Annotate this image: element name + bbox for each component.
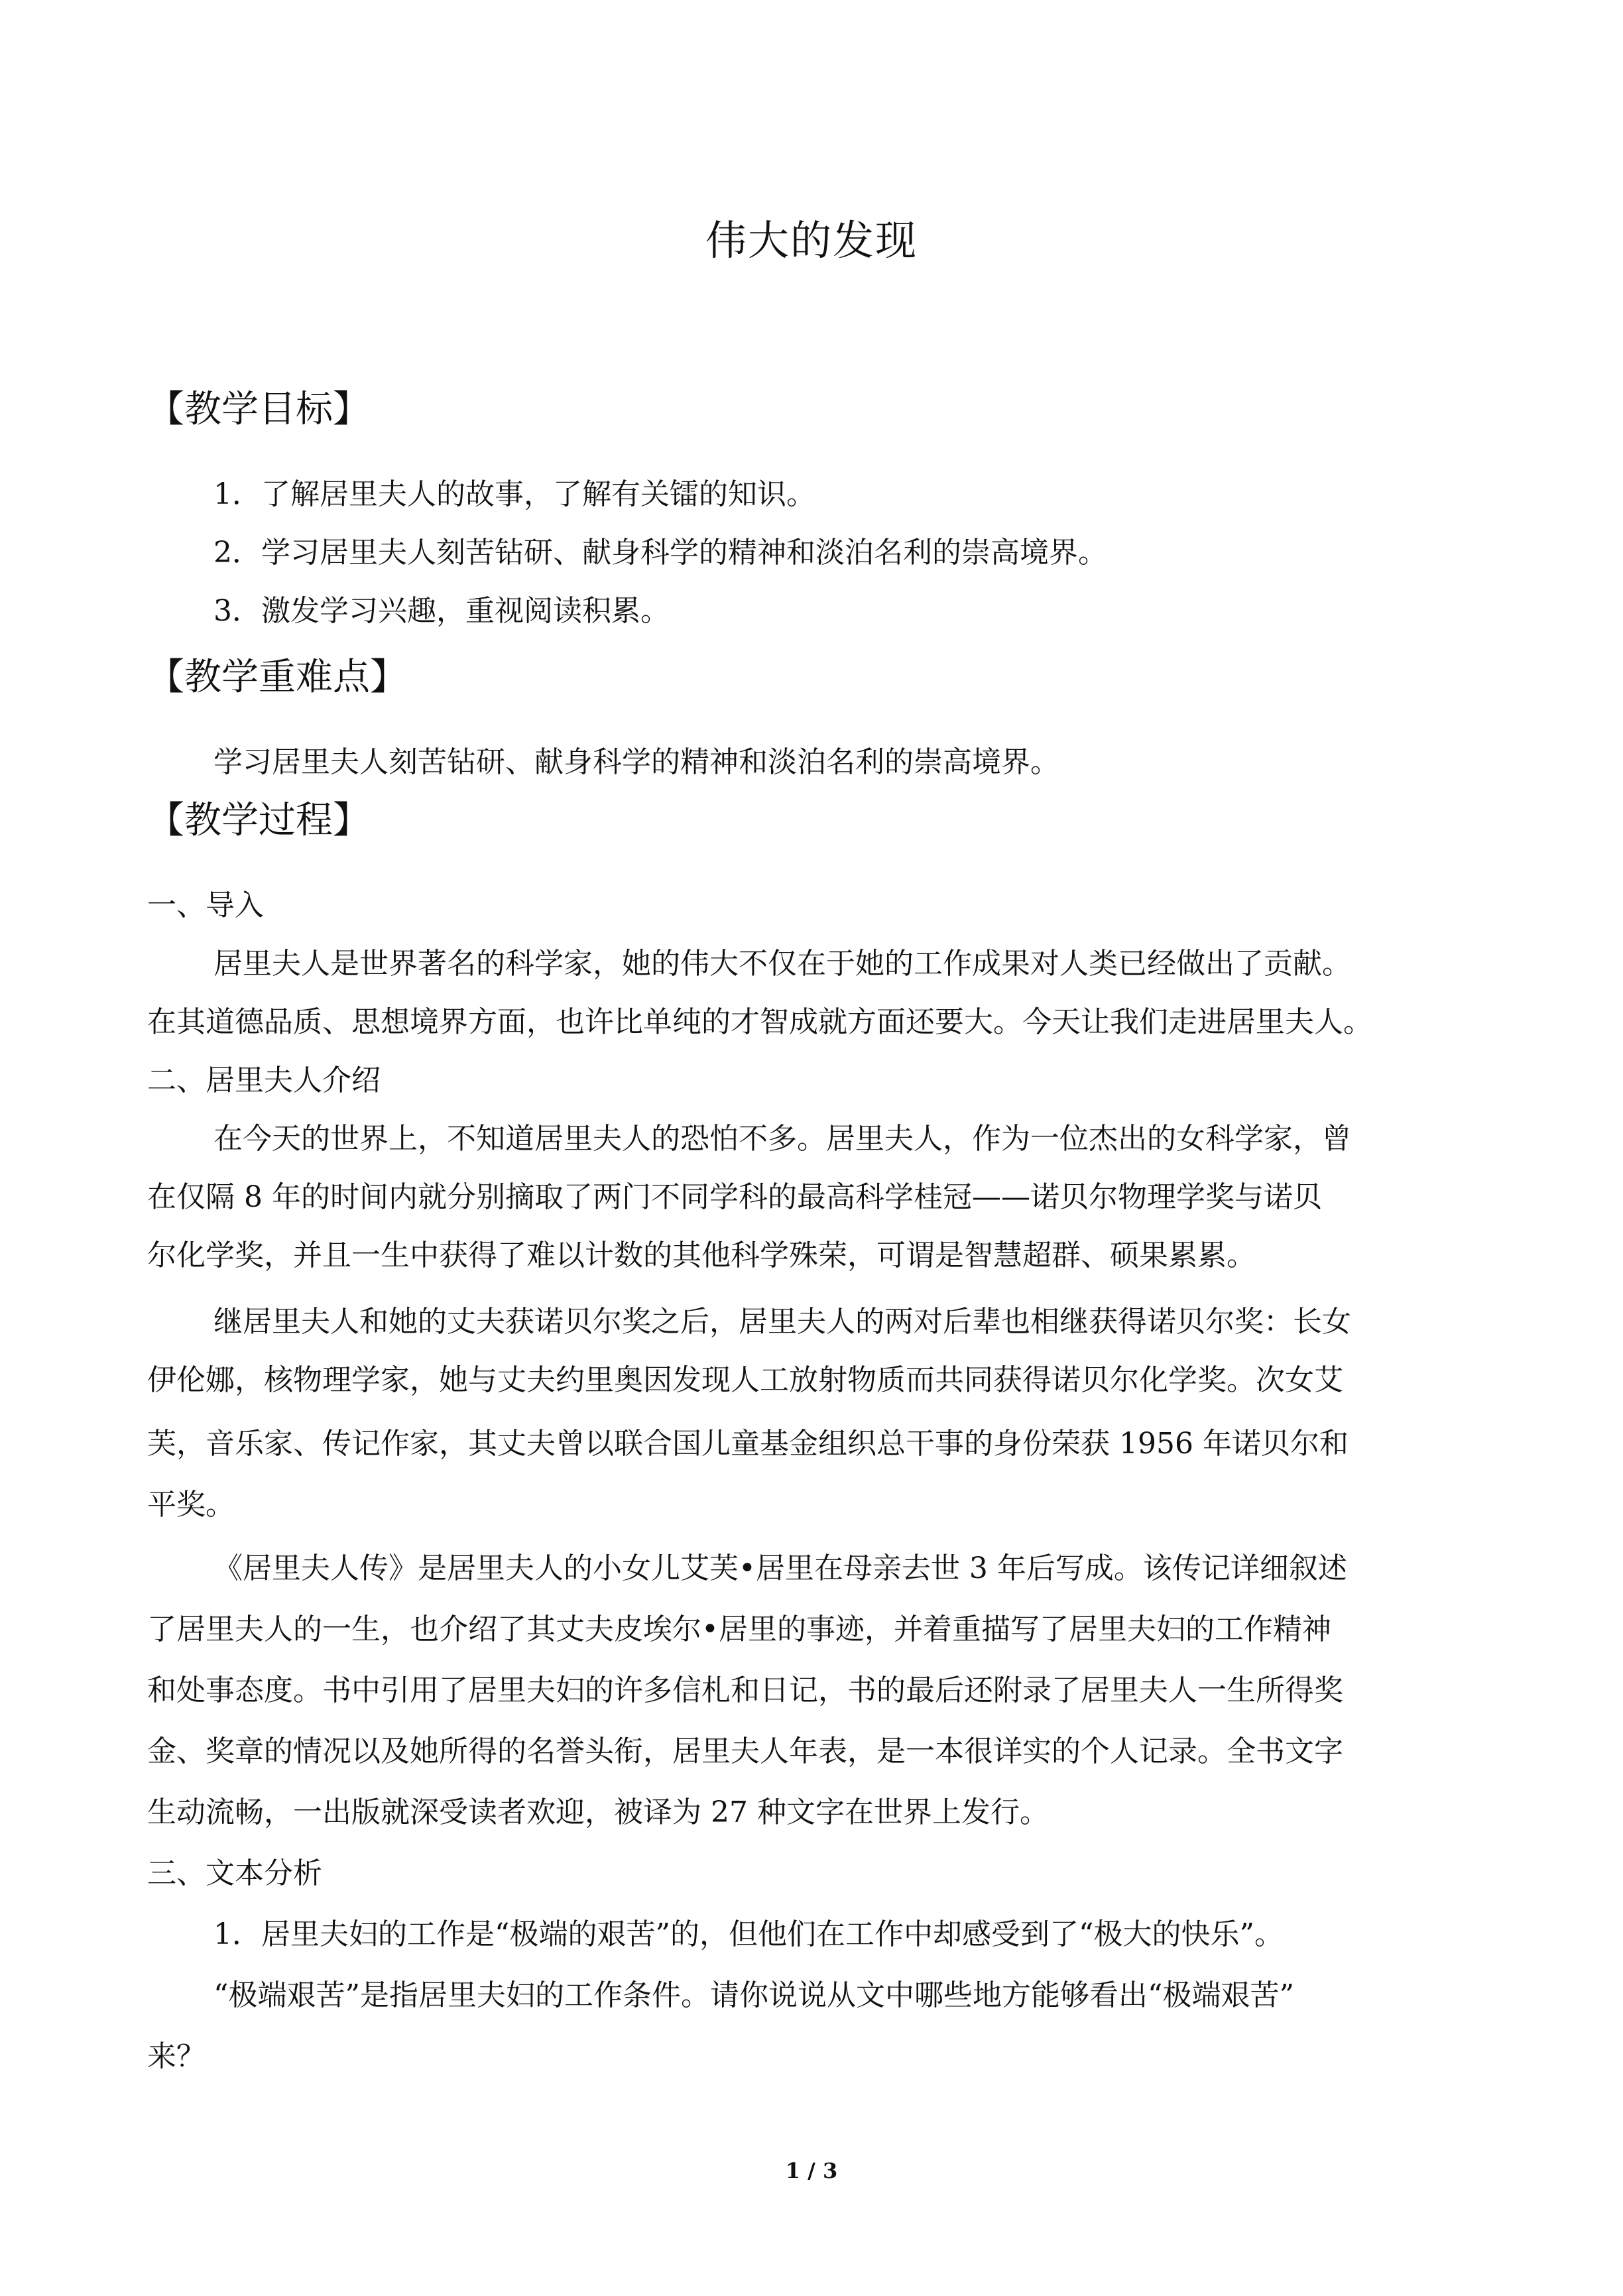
- paragraph-line: 金、奖章的情况以及她所得的名誉头衔，居里夫人年表，是一本很详实的个人记录。全书文字: [147, 1734, 1343, 1768]
- paragraph-line: 《居里夫人传》是居里夫人的小女儿艾芙•居里在母亲去世 3 年后写成。该传记详细叙述: [213, 1551, 1347, 1585]
- paragraph-line: 在今天的世界上，不知道居里夫人的恐怕不多。居里夫人，作为一位杰出的女科学家，曾: [213, 1122, 1351, 1156]
- subsection-heading-introduction-of-curie: 二、居里夫人介绍: [147, 1063, 381, 1097]
- paragraph-line: 平奖。: [147, 1488, 235, 1522]
- paragraph-line: 居里夫人是世界著名的科学家，她的伟大不仅在于她的工作成果对人类已经做出了贡献。: [213, 947, 1351, 981]
- paragraph-line: 伊伦娜，核物理学家，她与丈夫约里奥因发现人工放射物质而共同获得诺贝尔化学奖。次女艾: [147, 1363, 1343, 1397]
- subsection-heading-text-analysis: 三、文本分析: [147, 1856, 322, 1890]
- key-points-text: 学习居里夫人刻苦钻研、献身科学的精神和淡泊名利的崇高境界。: [213, 745, 1059, 779]
- paragraph-line: “极端艰苦”是指居里夫妇的工作条件。请你说说从文中哪些地方能够看出“极端艰苦”: [213, 1978, 1294, 2012]
- objective-item: 2．学习居里夫人刻苦钻研、献身科学的精神和淡泊名利的崇高境界。: [213, 536, 1107, 570]
- paragraph-line: 生动流畅，一出版就深受读者欢迎，被译为 27 种文字在世界上发行。: [147, 1795, 1049, 1829]
- paragraph-line: 在仅隔 8 年的时间内就分别摘取了两门不同学科的最高科学桂冠——诺贝尔物理学奖与诺贝: [147, 1180, 1322, 1214]
- objective-item: 1．了解居里夫人的故事，了解有关镭的知识。: [213, 477, 815, 511]
- document-title: 伟大的发现: [705, 216, 918, 265]
- page-number: 1 / 3: [785, 2158, 838, 2183]
- paragraph-line: 在其道德品质、思想境界方面，也许比单纯的才智成就方面还要大。今天让我们走进居里夫人。: [147, 1005, 1372, 1039]
- paragraph-line: 继居里夫人和她的丈夫获诺贝尔奖之后，居里夫人的两对后辈也相继获得诺贝尔奖：长女: [213, 1305, 1351, 1339]
- section-heading-objectives: 【教学目标】: [147, 388, 370, 431]
- paragraph-line: 尔化学奖，并且一生中获得了难以计数的其他科学殊荣，可谓是智慧超群、硕果累累。: [147, 1239, 1256, 1272]
- objective-item: 3．激发学习兴趣，重视阅读积累。: [213, 594, 670, 628]
- analysis-item: 1．居里夫妇的工作是“极端的艰苦”的，但他们在工作中却感受到了“极大的快乐”。: [213, 1917, 1284, 1951]
- section-heading-key-points: 【教学重难点】: [147, 656, 407, 699]
- section-heading-process: 【教学过程】: [147, 799, 370, 842]
- paragraph-line: 来？: [147, 2039, 206, 2073]
- paragraph-line: 芙，音乐家、传记作家，其丈夫曾以联合国儿童基金组织总干事的身份荣获 1956 年诺贝尔和: [147, 1427, 1349, 1461]
- subsection-heading-intro: 一、导入: [147, 888, 264, 922]
- paragraph-line: 了居里夫人的一生，也介绍了其丈夫皮埃尔•居里的事迹，并着重描写了居里夫妇的工作精神: [147, 1612, 1331, 1646]
- paragraph-line: 和处事态度。书中引用了居里夫妇的许多信札和日记，书的最后还附录了居里夫人一生所得奖: [147, 1673, 1343, 1707]
